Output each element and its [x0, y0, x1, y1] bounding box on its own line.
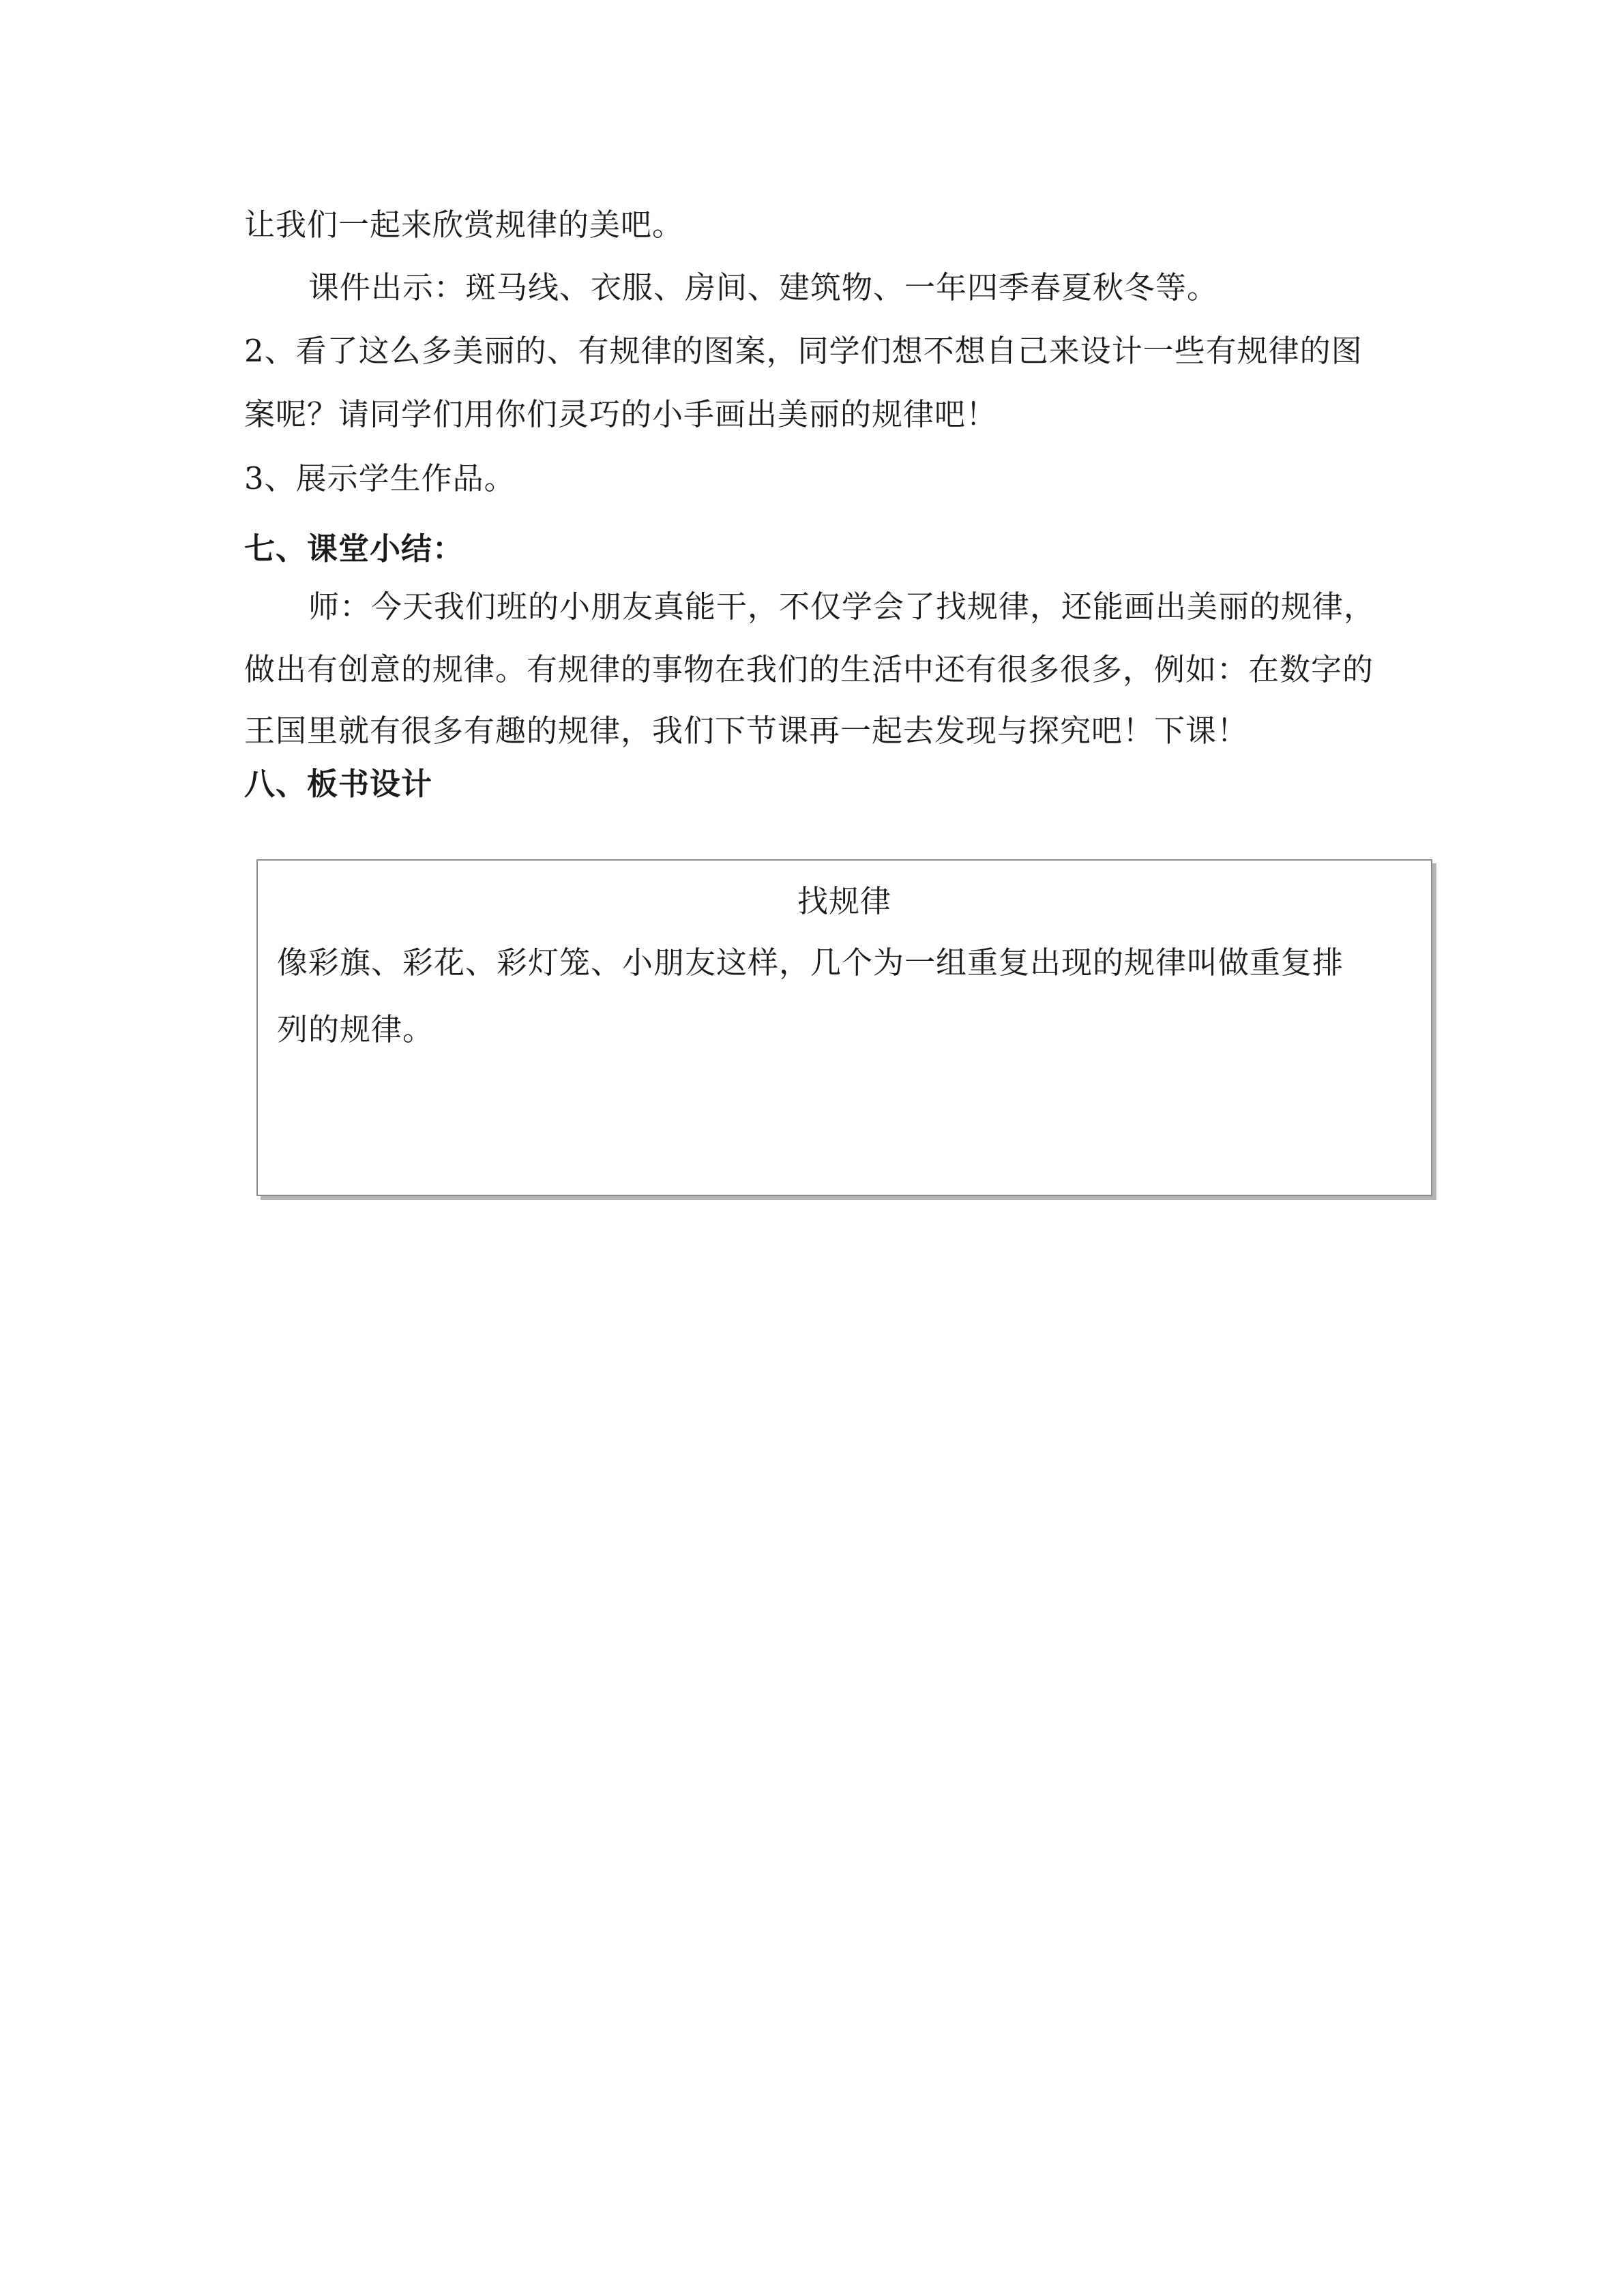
summary-line-2: 做出有创意的规律。有规律的事物在我们的生活中还有很多很多，例如：在数字的	[244, 651, 1374, 687]
blackboard-design-box	[256, 859, 1432, 1196]
section-7-heading: 七、课堂小结：	[244, 531, 464, 567]
paragraph-intro: 让我们一起来欣赏规律的美吧。	[244, 207, 684, 243]
summary-line-3: 王国里就有很多有趣的规律，我们下节课再一起去发现与探究吧！下课！	[244, 713, 1249, 749]
board-line-2: 列的规律。	[277, 1011, 434, 1047]
paragraph-item-3: 3、展示学生作品。	[244, 460, 516, 496]
paragraph-item-2-line-2: 案呢？请同学们用你们灵巧的小手画出美丽的规律吧！	[244, 396, 998, 432]
section-8-heading: 八、板书设计	[244, 766, 433, 802]
paragraph-item-2-line-1: 2、看了这么多美丽的、有规律的图案，同学们想不想自己来设计一些有规律的图	[244, 333, 1363, 369]
board-title: 找规律	[797, 883, 891, 919]
paragraph-courseware: 课件出示：斑马线、衣服、房间、建筑物、一年四季春夏秋冬等。	[308, 269, 1219, 305]
board-line-1: 像彩旗、彩花、彩灯笼、小朋友这样，几个为一组重复出现的规律叫做重复排	[277, 944, 1344, 981]
summary-line-1: 师：今天我们班的小朋友真能干，不仅学会了找规律，还能画出美丽的规律，	[308, 588, 1376, 625]
